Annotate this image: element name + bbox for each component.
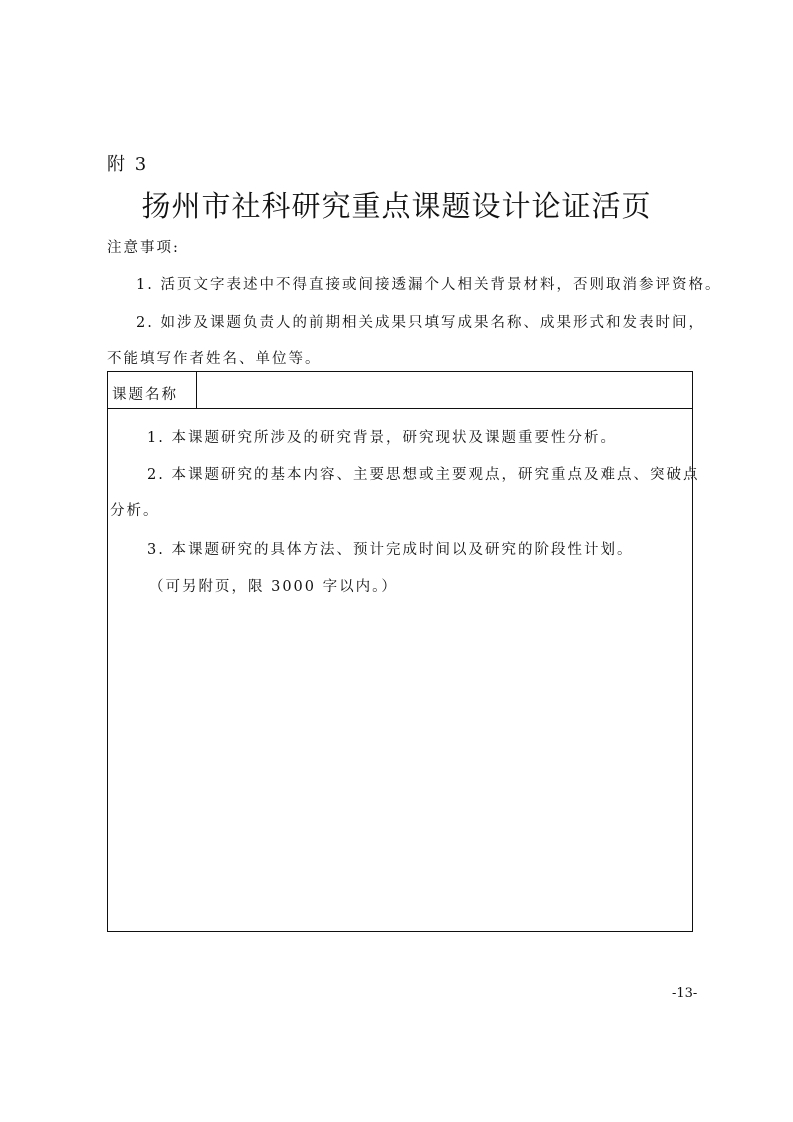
- form-instruction-2-line-2: 分析。: [110, 503, 160, 519]
- notice-heading: 注意事项:: [107, 240, 180, 256]
- notice-item-1: 1. 活页文字表述中不得直接或间接透漏个人相关背景材料，否则取消参评资格。: [136, 277, 722, 293]
- form-instruction-1: 1. 本课题研究所涉及的研究背景，研究现状及课题重要性分析。: [147, 430, 617, 446]
- document-title: 扬州市社科研究重点课题设计论证活页: [141, 189, 652, 223]
- form-length-note: （可另附页，限 3000 字以内。）: [149, 579, 398, 595]
- project-title-row: [108, 372, 692, 409]
- notice-item-2-line-2: 不能填写作者姓名、单位等。: [107, 351, 322, 367]
- form-instruction-3: 3. 本课题研究的具体方法、预计完成时间以及研究的阶段性计划。: [147, 542, 634, 558]
- page-number: -13-: [672, 986, 698, 1001]
- project-title-field[interactable]: [198, 372, 692, 408]
- appendix-label: 附 3: [107, 154, 149, 175]
- form-instruction-2-line-1: 2. 本课题研究的基本内容、主要思想或主要观点，研究重点及难点、突破点: [147, 467, 700, 483]
- demonstration-form-table: [107, 371, 700, 932]
- notice-item-2-line-1: 2. 如涉及课题负责人的前期相关成果只填写成果名称、成果形式和发表时间，: [136, 315, 705, 331]
- project-title-label: 课题名称: [108, 372, 197, 408]
